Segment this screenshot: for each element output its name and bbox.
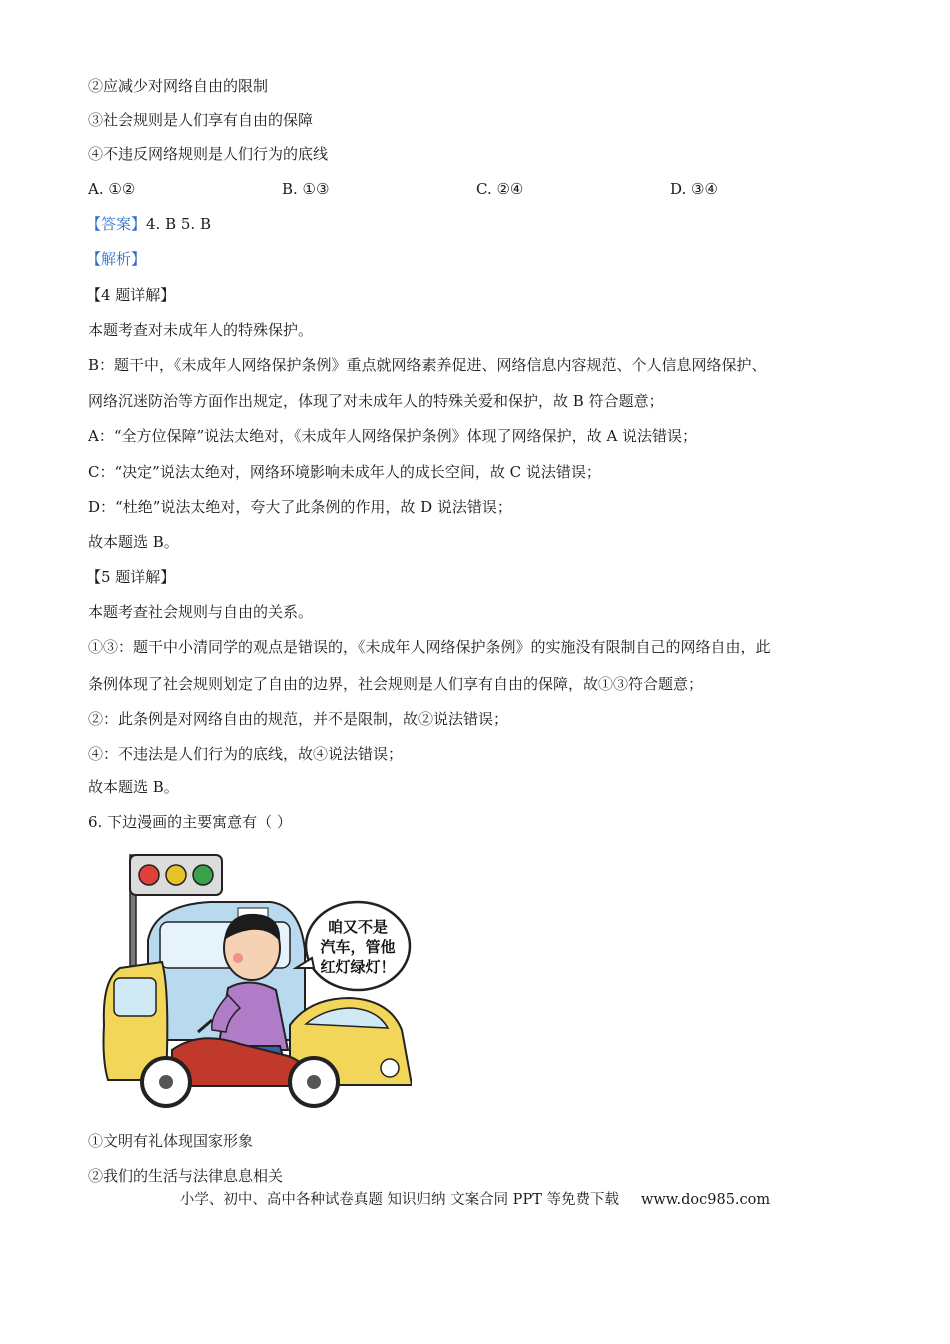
- q4-option-b-line1: B：题干中，《未成年人网络保护条例》重点就网络素养促进、网络信息内容规范、个人信息网络保护、: [88, 356, 767, 374]
- q4-intro: 本题考查对未成年人的特殊保护。: [88, 321, 314, 339]
- cartoon-image: [100, 850, 412, 1112]
- page-footer: [0, 1190, 950, 1210]
- bubble-line-3: 红灯绿灯！: [320, 958, 396, 976]
- yellow-light-icon: [166, 865, 186, 885]
- bubble-line-1: 咱又不是: [327, 918, 389, 936]
- analysis-tag: 【解析】: [86, 250, 147, 268]
- q5-option-2: ②：此条例是对网络自由的规范，并不是限制，故②说法错误；: [88, 710, 509, 728]
- red-light-icon: [139, 865, 159, 885]
- answer-tag: 【答案】: [86, 215, 147, 233]
- q5-conclusion: 故本题选 B。: [88, 778, 179, 796]
- q5-option-13-line1: ①③：题干中小清同学的观点是错误的，《未成年人网络保护条例》的实施没有限制自己的网络自由，此: [88, 638, 771, 656]
- option-line-4: ④不违反网络规则是人们行为的底线: [88, 145, 329, 163]
- choice-d: D. ③④: [670, 180, 718, 198]
- q5-option-4: ④：不违法是人们行为的底线，故④说法错误；: [88, 745, 404, 763]
- q6-stem: 6. 下边漫画的主要寓意有（ ）: [88, 813, 292, 831]
- q5-title: 【5 题详解】: [86, 568, 176, 586]
- q5-intro: 本题考查社会规则与自由的关系。: [88, 603, 314, 621]
- q6-option-1: ①文明有礼体现国家形象: [88, 1132, 254, 1150]
- q5-option-13-line2: 条例体现了社会规则划定了自由的边界，社会规则是人们享有自由的保障，故①③符合题意；: [88, 675, 704, 693]
- q4-option-a: A：“全方位保障”说法太绝对，《未成年人网络保护条例》体现了网络保护，故 A 说法错误；: [88, 427, 698, 445]
- q4-option-c: C：“决定”说法太绝对，网络环境影响未成年人的成长空间，故 C 说法错误；: [88, 463, 601, 481]
- answer-line: [86, 214, 211, 234]
- green-light-icon: [193, 865, 213, 885]
- q4-conclusion: 故本题选 B。: [88, 533, 179, 551]
- choice-b: B. ①③: [282, 180, 330, 198]
- footer-text: 小学、初中、高中各种试卷真题 知识归纳 文案合同 PPT 等免费下载: [179, 1192, 619, 1208]
- answer-text: 4. B 5. B: [146, 215, 211, 233]
- option-line-2: ②应减少对网络自由的限制: [88, 77, 269, 95]
- bubble-line-2: 汽车，管他: [320, 938, 396, 956]
- q4-option-b-line2: 网络沉迷防治等方面作出规定，体现了对未成年人的特殊关爱和保护，故 B 符合题意；: [88, 392, 664, 410]
- footer-url[interactable]: www.doc985.com: [640, 1192, 771, 1208]
- q4-title: 【4 题详解】: [86, 286, 176, 304]
- q6-option-2: ②我们的生活与法律息息相关: [88, 1167, 284, 1185]
- choice-a: A. ①②: [88, 180, 136, 198]
- choice-c: C. ②④: [476, 180, 524, 198]
- option-line-3: ③社会规则是人们享有自由的保障: [88, 111, 314, 129]
- q4-option-d: D：“杜绝”说法太绝对，夸大了此条例的作用，故 D 说法错误；: [88, 498, 512, 516]
